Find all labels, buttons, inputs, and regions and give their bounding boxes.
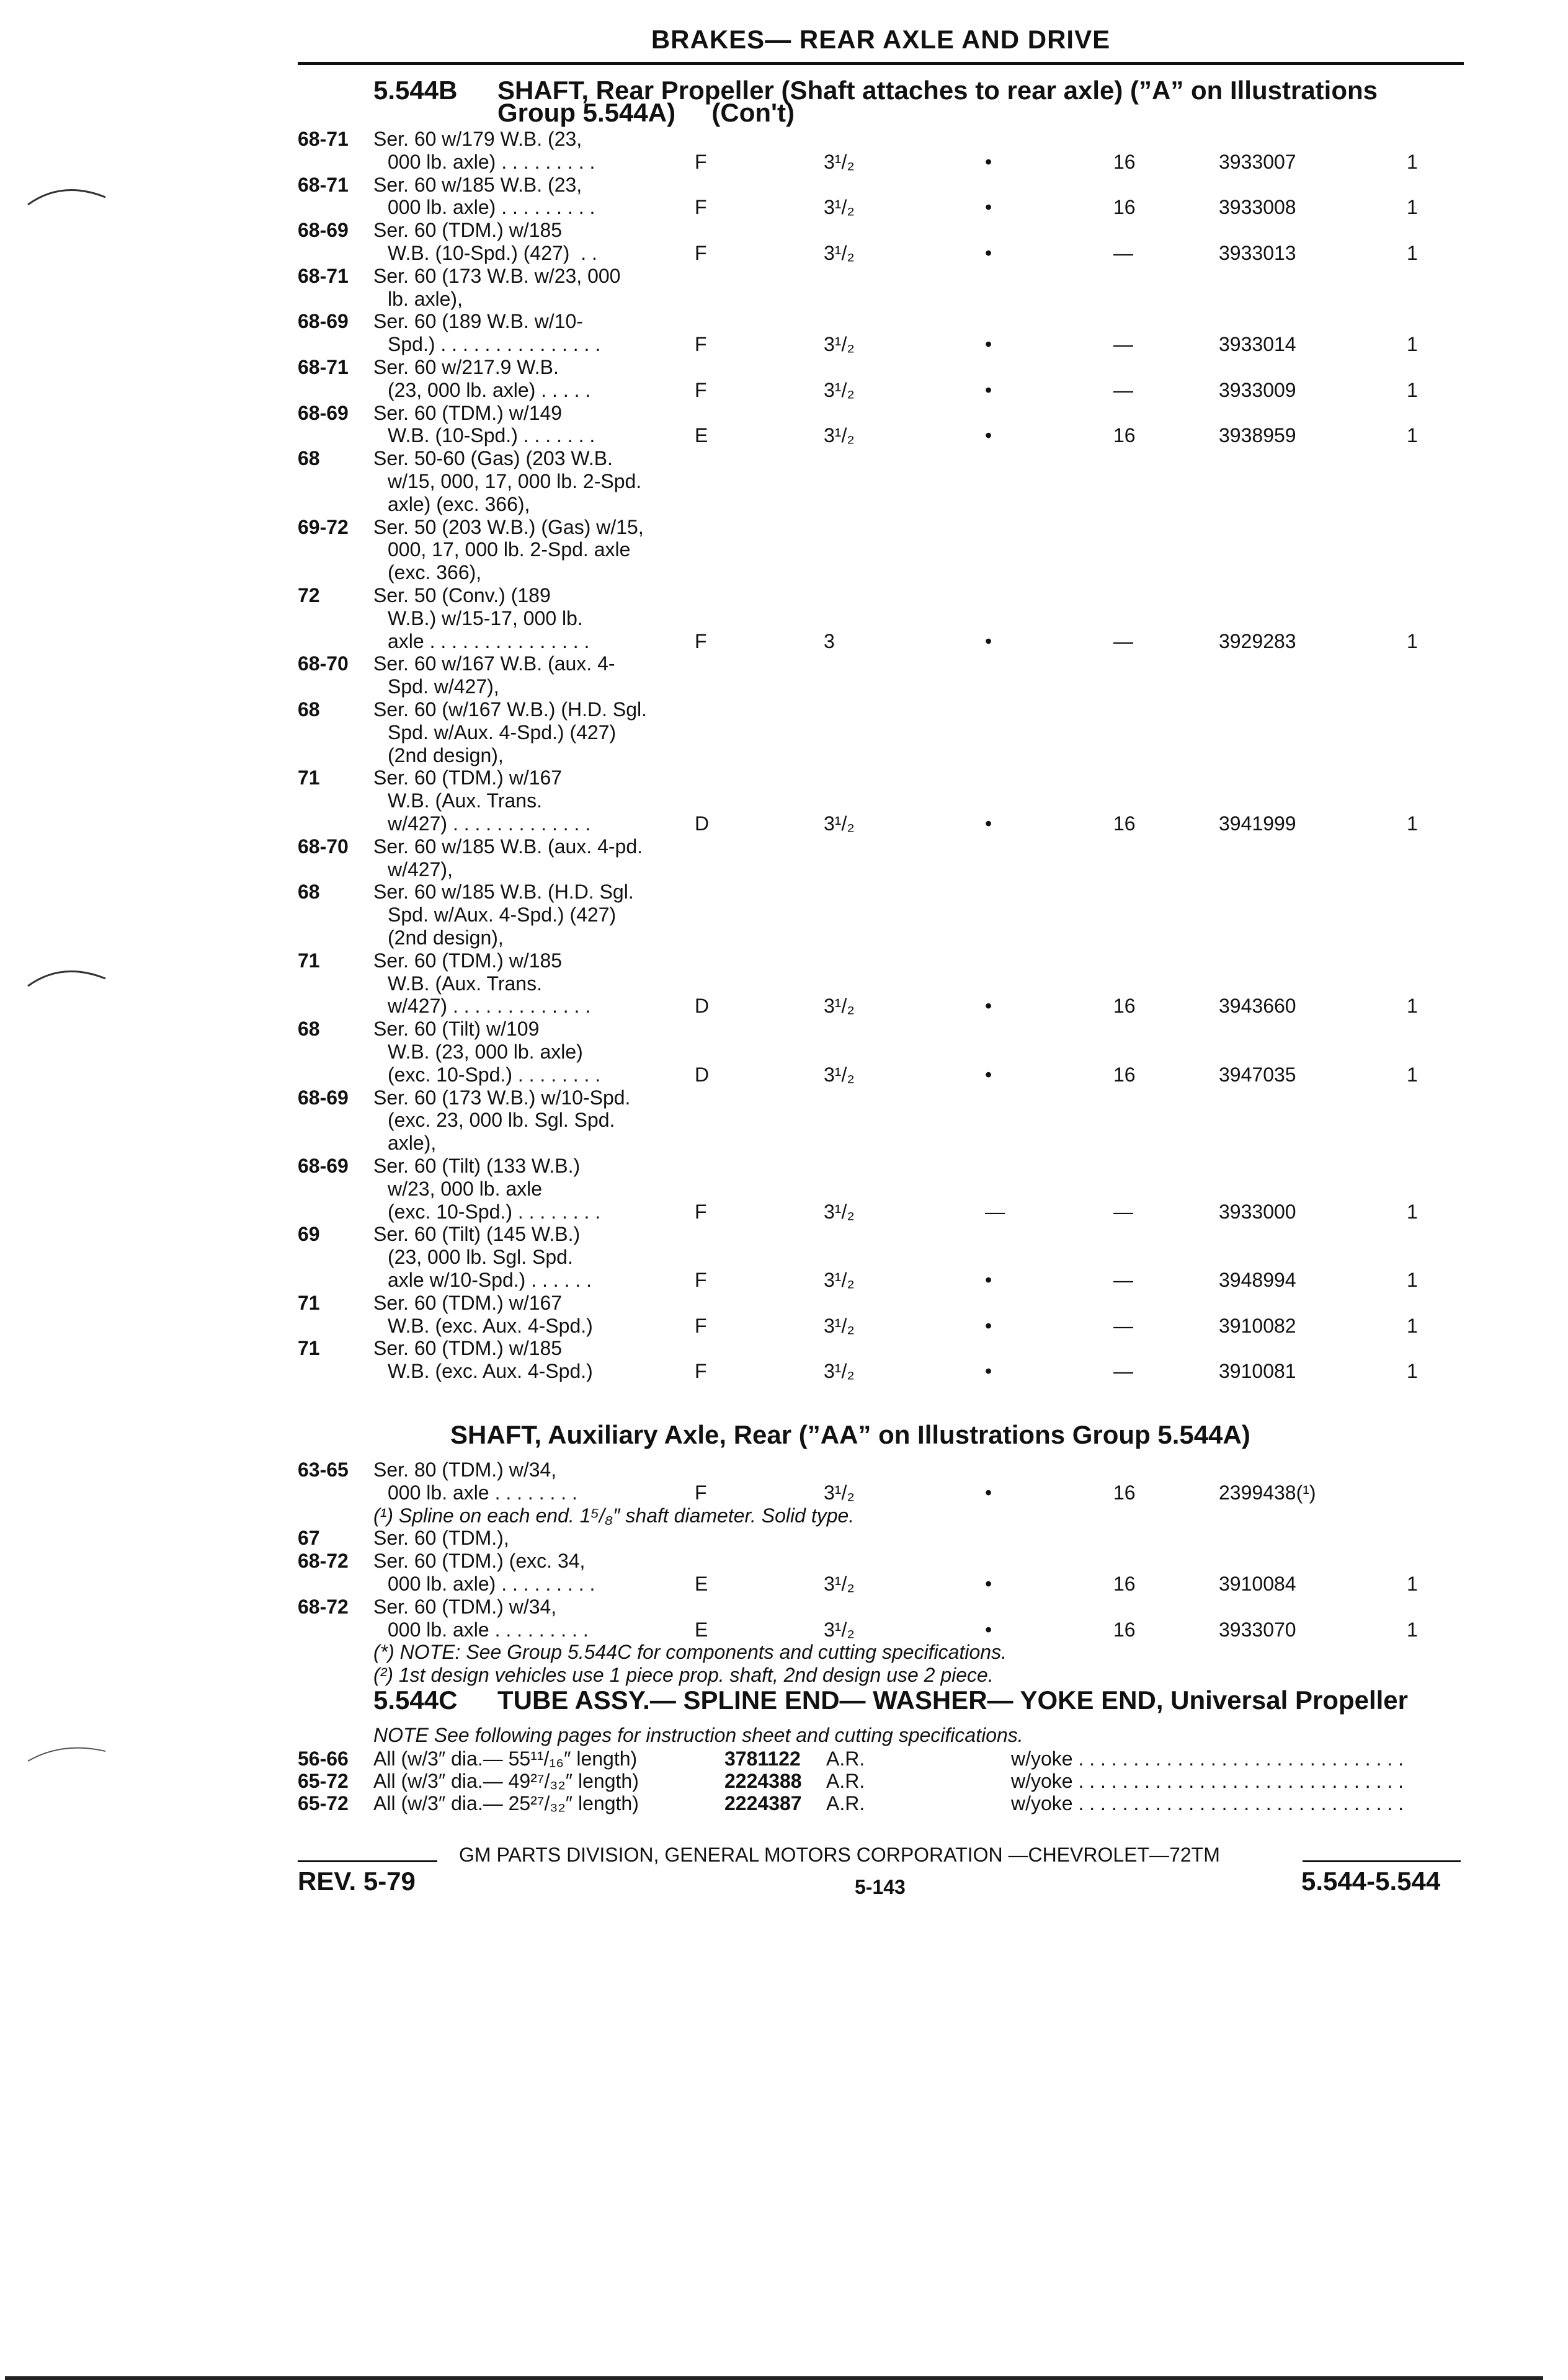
- application-description: Ser. 60 w/217.9 W.B.: [373, 356, 559, 378]
- spline-length: —: [1113, 1269, 1133, 1291]
- application-description: Ser. 60 (TDM.) w/167: [373, 766, 563, 789]
- yoke-note: w/yoke . . . . . . . . . . . . . . . . . . . . . . . . . . . . . .: [1011, 1792, 1404, 1814]
- spline-length: 16: [1113, 1063, 1136, 1086]
- yoke-note: w/yoke . . . . . . . . . . . . . . . . . . . . . . . . . . . . . .: [1011, 1770, 1404, 1792]
- footer-rule-left: [298, 1860, 437, 1862]
- part-number: 3910084: [1219, 1573, 1296, 1595]
- table-row: [0, 561, 1568, 586]
- application-description: W.B. (10-Spd.) (427) . .: [388, 242, 597, 264]
- shaft-code: F: [695, 196, 707, 219]
- spline-length: 16: [1113, 1618, 1136, 1641]
- model-years: 65-72: [298, 1792, 349, 1814]
- tube-diameter: 3¹/₂: [824, 1314, 855, 1337]
- application-description: (exc. 10-Spd.) . . . . . . . .: [388, 1200, 601, 1223]
- table-row: [0, 1527, 1568, 1552]
- table-row: [0, 288, 1568, 313]
- application-description: axle w/10-Spd.) . . . . . .: [388, 1269, 592, 1291]
- section-code: 5.544B: [373, 76, 458, 105]
- model-years: 68-70: [298, 652, 349, 675]
- table-row: [0, 1041, 1568, 1065]
- spline-length: —: [1113, 378, 1133, 401]
- model-years: 68-71: [298, 173, 349, 196]
- quantity: 1: [1407, 1573, 1418, 1595]
- application-description: axle . . . . . . . . . . . . . . .: [388, 629, 590, 652]
- table-row: [0, 310, 1568, 335]
- application-description: Ser. 60 (TDM.) w/149: [373, 401, 563, 424]
- application-description: axle) (exc. 366),: [388, 492, 530, 515]
- tube-diameter: 3¹/₂: [824, 1618, 855, 1641]
- table-row: [0, 1201, 1568, 1225]
- application-description: w/15, 000, 17, 000 lb. 2-Spd.: [388, 470, 642, 492]
- yoke-note: w/yoke . . . . . . . . . . . . . . . . . . . . . . . . . . . . . .: [1011, 1747, 1404, 1770]
- model-years: 68-69: [298, 219, 349, 242]
- application-description: Spd. w/Aux. 4-Spd.) (427): [388, 721, 617, 744]
- footer-corporation-line: GM PARTS DIVISION, GENERAL MOTORS CORPORATION —CHEVROLET—72TM: [459, 1844, 1220, 1866]
- note-marker: •: [985, 333, 992, 356]
- table-row: [0, 744, 1568, 769]
- spline-length: —: [1113, 1314, 1133, 1337]
- part-number: 2399438(¹): [1219, 1481, 1316, 1504]
- model-years: 68-69: [298, 1155, 349, 1177]
- application-description: (2nd design),: [388, 926, 504, 949]
- note-marker: •: [985, 1573, 992, 1595]
- application-description: Ser. 60 (TDM.) w/185: [373, 949, 563, 972]
- table-row: [0, 1246, 1568, 1271]
- shaft-code: E: [695, 1618, 708, 1641]
- tube-diameter: 3¹/₂: [824, 812, 855, 835]
- table-row: [0, 812, 1568, 837]
- shaft-code: F: [695, 150, 707, 173]
- note-marker: •: [985, 1269, 992, 1291]
- part-number: 3933007: [1219, 150, 1296, 173]
- table-row: [0, 1770, 1568, 1795]
- model-years: 68-71: [298, 128, 349, 150]
- application-description: (23, 000 lb. axle) . . . . .: [388, 378, 591, 401]
- model-years: 67: [298, 1527, 320, 1550]
- application-description: Ser. 60 (Tilt) (145 W.B.): [373, 1223, 581, 1246]
- table-row: [0, 1481, 1568, 1506]
- table-row: [0, 675, 1568, 700]
- tube-diameter: 3¹/₂: [824, 995, 855, 1018]
- application-description: W.B. (Aux. Trans.: [388, 789, 542, 812]
- table-row: [0, 379, 1568, 404]
- application-description: w/23, 000 lb. axle: [388, 1177, 543, 1200]
- part-number: 3933000: [1219, 1200, 1296, 1223]
- model-years: 65-72: [298, 1770, 349, 1792]
- part-number: 3938959: [1219, 424, 1296, 447]
- part-number: 2224388: [724, 1770, 802, 1792]
- table-row: [0, 1132, 1568, 1157]
- application-description: Ser. 50-60 (Gas) (203 W.B.: [373, 447, 613, 470]
- shaft-code: F: [695, 1200, 707, 1223]
- spline-length: 16: [1113, 424, 1136, 447]
- note-marker: •: [985, 150, 992, 173]
- model-years: 68: [298, 447, 320, 470]
- shaft-code: E: [695, 424, 708, 447]
- application-description: (exc. 366),: [388, 561, 482, 584]
- model-years: 68-71: [298, 264, 349, 287]
- table-row: [0, 1269, 1568, 1294]
- part-number: 3910081: [1219, 1360, 1296, 1383]
- spline-length: 16: [1113, 1481, 1136, 1504]
- application-description: lb. axle),: [388, 287, 463, 310]
- quantity: 1: [1407, 1360, 1418, 1383]
- application-description: W.B. (Aux. Trans.: [388, 972, 542, 995]
- application-description: Ser. 60 w/185 W.B. (H.D. Sgl.: [373, 881, 634, 904]
- application-description: Spd.) . . . . . . . . . . . . . . .: [388, 333, 601, 356]
- table-row: [0, 1618, 1568, 1643]
- quantity: A.R.: [826, 1747, 865, 1770]
- binder-hole-mark-icon: [25, 174, 112, 211]
- part-number: 2224387: [724, 1792, 802, 1814]
- application-description: All (w/3″ dia.— 25²⁷/₃₂″ length): [373, 1792, 639, 1814]
- table-row: [0, 698, 1568, 723]
- model-years: 68-69: [298, 1086, 349, 1109]
- model-years: 71: [298, 949, 320, 972]
- model-years: 71: [298, 1291, 320, 1314]
- part-number: 3933009: [1219, 378, 1296, 401]
- application-description: w/427),: [388, 858, 453, 881]
- note-marker: •: [985, 378, 992, 401]
- table-row: [0, 356, 1568, 381]
- tube-diameter: 3¹/₂: [824, 1269, 855, 1291]
- shaft-code: F: [695, 242, 707, 264]
- application-description: Ser. 60 (TDM.) w/185: [373, 219, 563, 242]
- section-title: SHAFT, Auxiliary Axle, Rear (”AA” on Illustrations Group 5.544A): [450, 1420, 1250, 1449]
- application-description: Ser. 50 (Conv.) (189: [373, 584, 551, 606]
- application-description: Spd. w/Aux. 4-Spd.) (427): [388, 904, 617, 926]
- quantity: 1: [1407, 629, 1418, 652]
- part-number: 3933008: [1219, 196, 1296, 219]
- page-number: 5-143: [855, 1876, 906, 1898]
- part-number: 3910082: [1219, 1314, 1296, 1337]
- tube-diameter: 3: [824, 629, 835, 652]
- note-marker: •: [985, 1314, 992, 1337]
- model-years: 71: [298, 1337, 320, 1360]
- application-description: Ser. 60 w/167 W.B. (aux. 4-: [373, 652, 615, 675]
- application-description: 000, 17, 000 lb. 2-Spd. axle: [388, 538, 631, 561]
- application-description: Ser. 60 (Tilt) (133 W.B.): [373, 1155, 581, 1177]
- model-years: 68: [298, 1018, 320, 1041]
- shaft-code: F: [695, 629, 707, 652]
- application-description: Ser. 60 (w/167 W.B.) (H.D. Sgl.: [373, 698, 648, 721]
- application-description: Ser. 50 (203 W.B.) (Gas) w/15,: [373, 515, 644, 538]
- note-marker: •: [985, 1618, 992, 1641]
- model-years: 69-72: [298, 515, 349, 538]
- table-row: [0, 1223, 1568, 1248]
- application-description: W.B. (10-Spd.) . . . . . . .: [388, 424, 595, 447]
- quantity: 1: [1407, 242, 1418, 264]
- tube-diameter: 3¹/₂: [824, 378, 855, 401]
- quantity: A.R.: [826, 1770, 865, 1792]
- model-years: 68-72: [298, 1550, 349, 1573]
- table-row: [0, 630, 1568, 655]
- application-description: 000 lb. axle) . . . . . . . . .: [388, 196, 595, 219]
- part-number: 3781122: [724, 1747, 801, 1770]
- model-years: 68-69: [298, 310, 349, 333]
- table-row: [0, 972, 1568, 997]
- quantity: 1: [1407, 196, 1418, 219]
- quantity: 1: [1407, 150, 1418, 173]
- table-row: [0, 1360, 1568, 1385]
- table-row: [0, 128, 1568, 153]
- table-row: [0, 1018, 1568, 1042]
- application-description: Ser. 60 (Tilt) w/109: [373, 1018, 540, 1041]
- table-row: [0, 789, 1568, 814]
- table-row: [0, 904, 1568, 928]
- shaft-code: D: [695, 1063, 710, 1086]
- application-description: Ser. 60 (TDM.) w/167: [373, 1291, 563, 1314]
- tube-diameter: 3¹/₂: [824, 242, 855, 264]
- model-years: 69: [298, 1223, 320, 1246]
- tube-diameter: 3¹/₂: [824, 150, 855, 173]
- note-marker: •: [985, 812, 992, 835]
- table-row: [0, 333, 1568, 358]
- application-description: 000 lb. axle) . . . . . . . . .: [388, 1573, 595, 1595]
- section-aa-heading: [450, 1420, 1250, 1450]
- quantity: 1: [1407, 378, 1418, 401]
- tube-diameter: 3¹/₂: [824, 1360, 855, 1383]
- footnote: (*) NOTE: See Group 5.544C for components and cutting specifications.: [373, 1641, 1007, 1664]
- tube-diameter: 3¹/₂: [824, 333, 855, 356]
- model-years: 71: [298, 766, 320, 789]
- model-years: 68: [298, 881, 320, 904]
- table-row: [0, 881, 1568, 905]
- table-row: [0, 470, 1568, 495]
- application-description: Ser. 60 (173 W.B.) w/10-Spd.: [373, 1086, 631, 1109]
- shaft-code: F: [695, 1314, 707, 1337]
- section-title: TUBE ASSY.— SPLINE END— WASHER— YOKE END, Universal Propeller: [497, 1685, 1409, 1715]
- spline-length: —: [1113, 1200, 1133, 1223]
- table-row: [0, 196, 1568, 221]
- quantity: 1: [1407, 812, 1418, 835]
- application-description: Ser. 60 (TDM.) w/185: [373, 1337, 563, 1360]
- part-number: 3933013: [1219, 242, 1296, 264]
- page-title: BRAKES— REAR AXLE AND DRIVE: [651, 25, 1111, 54]
- table-row: [0, 584, 1568, 609]
- table-row: [0, 1155, 1568, 1179]
- section-title-line1: SHAFT, Rear Propeller (Shaft attaches to rear axle) (”A” on Illustrations: [497, 76, 1378, 105]
- section-code: 5.544C: [373, 1685, 458, 1715]
- part-number: 3947035: [1219, 1063, 1296, 1086]
- table-row: [0, 1178, 1568, 1202]
- table-row: [0, 151, 1568, 175]
- application-description: Ser. 60 (189 W.B. w/10-: [373, 310, 583, 333]
- shaft-code: D: [695, 812, 710, 835]
- note-marker: •: [985, 995, 992, 1018]
- group-range: 5.544-5.544: [1301, 1867, 1441, 1896]
- quantity: 1: [1407, 1314, 1418, 1337]
- table-row: [0, 1337, 1568, 1362]
- quantity: 1: [1407, 1618, 1418, 1641]
- model-years: 68-69: [298, 401, 349, 424]
- quantity: 1: [1407, 333, 1418, 356]
- application-description: Ser. 80 (TDM.) w/34,: [373, 1459, 557, 1481]
- quantity: A.R.: [826, 1792, 865, 1814]
- application-description: Ser. 60 (TDM.),: [373, 1527, 509, 1550]
- model-years: 63-65: [298, 1459, 349, 1481]
- model-years: 68-70: [298, 835, 349, 858]
- shaft-code: F: [695, 333, 707, 356]
- note-marker: •: [985, 1360, 992, 1383]
- table-row: [0, 1063, 1568, 1088]
- table-row: [0, 1550, 1568, 1574]
- shaft-code: E: [695, 1573, 708, 1595]
- spline-length: —: [1113, 242, 1133, 264]
- spline-length: 16: [1113, 1573, 1136, 1595]
- table-row: [0, 493, 1568, 518]
- application-description: (exc. 23, 000 lb. Sgl. Spd.: [388, 1109, 615, 1132]
- page-header: [298, 25, 1464, 65]
- part-number: 3929283: [1219, 629, 1296, 652]
- shaft-code: D: [695, 995, 710, 1018]
- binder-hole-mark-icon: [25, 955, 112, 992]
- application-description: Ser. 60 (TDM.) w/34,: [373, 1595, 557, 1618]
- part-number: 3948994: [1219, 1269, 1296, 1291]
- application-description: axle),: [388, 1132, 437, 1155]
- quantity: 1: [1407, 1269, 1418, 1291]
- table-row: [0, 1109, 1568, 1134]
- table-row: [0, 607, 1568, 632]
- application-description: All (w/3″ dia.— 49²⁷/₃₂″ length): [373, 1770, 639, 1792]
- footnote: (¹) Spline on each end. 1⁵/₈″ shaft diameter. Solid type.: [373, 1504, 855, 1527]
- table-row: [0, 424, 1568, 449]
- model-years: 56-66: [298, 1747, 349, 1770]
- model-years: 68: [298, 698, 320, 721]
- shaft-code: F: [695, 1360, 707, 1383]
- table-row: [0, 652, 1568, 677]
- application-description: W.B. (exc. Aux. 4-Spd.): [388, 1360, 593, 1383]
- table-row: [0, 1315, 1568, 1339]
- application-description: 000 lb. axle . . . . . . . . .: [388, 1618, 589, 1641]
- table-row: [0, 219, 1568, 244]
- tube-diameter: 3¹/₂: [824, 424, 855, 447]
- table-row: [0, 926, 1568, 951]
- application-description: W.B.) w/15-17, 000 lb.: [388, 606, 583, 629]
- table-row: [0, 995, 1568, 1019]
- tube-diameter: 3¹/₂: [824, 1573, 855, 1595]
- application-description: w/427) . . . . . . . . . . . . .: [388, 995, 591, 1018]
- table-row: [0, 835, 1568, 860]
- table-row: [0, 858, 1568, 883]
- quantity: 1: [1407, 995, 1418, 1018]
- tube-diameter: 3¹/₂: [824, 1481, 855, 1504]
- application-description: (23, 000 lb. Sgl. Spd.: [388, 1246, 573, 1269]
- spline-length: 16: [1113, 196, 1136, 219]
- application-description: (2nd design),: [388, 744, 504, 766]
- quantity: 1: [1407, 1063, 1418, 1086]
- footnote: (²) 1st design vehicles use 1 piece prop. shaft, 2nd design use 2 piece.: [373, 1664, 994, 1687]
- application-description: 000 lb. axle . . . . . . . .: [388, 1481, 577, 1504]
- spline-length: —: [1113, 1360, 1133, 1383]
- application-description: 000 lb. axle) . . . . . . . . .: [388, 150, 595, 173]
- table-row: [0, 265, 1568, 290]
- section-c-note: NOTE See following pages for instruction sheet and cutting specifications.: [373, 1724, 1023, 1746]
- note-marker: •: [985, 1063, 992, 1086]
- table-row: [0, 1792, 1568, 1817]
- table-row: [0, 402, 1568, 427]
- tube-diameter: 3¹/₂: [824, 1200, 855, 1223]
- spline-length: —: [1113, 629, 1133, 652]
- application-description: Ser. 60 w/179 W.B. (23,: [373, 128, 582, 150]
- part-number: 3933070: [1219, 1618, 1296, 1641]
- note-marker: •: [985, 424, 992, 447]
- section-title-line2: Group 5.544A) (Con't): [497, 98, 795, 127]
- note-marker: •: [985, 629, 992, 652]
- binder-hole-mark-icon: [25, 1730, 112, 1767]
- table-row: [0, 447, 1568, 472]
- table-row: [0, 1596, 1568, 1620]
- table-row: [0, 766, 1568, 791]
- quantity: 1: [1407, 424, 1418, 447]
- application-description: Ser. 60 w/185 W.B. (23,: [373, 173, 582, 196]
- table-row: [0, 516, 1568, 541]
- application-description: Spd. w/427),: [388, 675, 499, 698]
- model-years: 68-71: [298, 356, 349, 378]
- table-row: [0, 1459, 1568, 1483]
- note-marker: •: [985, 1481, 992, 1504]
- note-marker: —: [985, 1200, 1005, 1223]
- model-years: 72: [298, 584, 320, 606]
- spline-length: 16: [1113, 995, 1136, 1018]
- table-row: [0, 1747, 1568, 1772]
- application-description: w/427) . . . . . . . . . . . . .: [388, 812, 591, 835]
- table-row: [0, 1292, 1568, 1317]
- spline-length: —: [1113, 333, 1133, 356]
- table-row: [0, 1573, 1568, 1597]
- application-description: W.B. (exc. Aux. 4-Spd.): [388, 1314, 593, 1337]
- note-marker: •: [985, 196, 992, 219]
- tube-diameter: 3¹/₂: [824, 196, 855, 219]
- table-row: [0, 174, 1568, 198]
- application-description: Ser. 60 w/185 W.B. (aux. 4-pd.: [373, 835, 643, 858]
- note-marker: •: [985, 242, 992, 264]
- application-description: All (w/3″ dia.— 55¹¹/₁₆″ length): [373, 1747, 638, 1770]
- footer-rule-right: [1303, 1860, 1461, 1862]
- shaft-code: F: [695, 1481, 707, 1504]
- application-description: W.B. (23, 000 lb. axle): [388, 1041, 583, 1063]
- part-number: 3943660: [1219, 995, 1296, 1018]
- application-description: (exc. 10-Spd.) . . . . . . . .: [388, 1063, 601, 1086]
- table-row: [0, 242, 1568, 267]
- table-row: [0, 721, 1568, 746]
- spline-length: 16: [1113, 812, 1136, 835]
- part-number: 3941999: [1219, 812, 1296, 835]
- quantity: 1: [1407, 1200, 1418, 1223]
- table-row: [0, 538, 1568, 563]
- revision-label: REV. 5-79: [298, 1867, 416, 1896]
- bottom-edge-rule: [5, 2376, 1543, 2380]
- application-description: Ser. 60 (TDM.) (exc. 34,: [373, 1550, 586, 1573]
- spline-length: 16: [1113, 150, 1136, 173]
- application-description: Ser. 60 (173 W.B. w/23, 000: [373, 264, 621, 287]
- shaft-code: F: [695, 1269, 707, 1291]
- shaft-code: F: [695, 378, 707, 401]
- model-years: 68-72: [298, 1595, 349, 1618]
- tube-diameter: 3¹/₂: [824, 1063, 855, 1086]
- table-row: [0, 949, 1568, 974]
- table-row: [0, 1086, 1568, 1111]
- part-number: 3933014: [1219, 333, 1296, 356]
